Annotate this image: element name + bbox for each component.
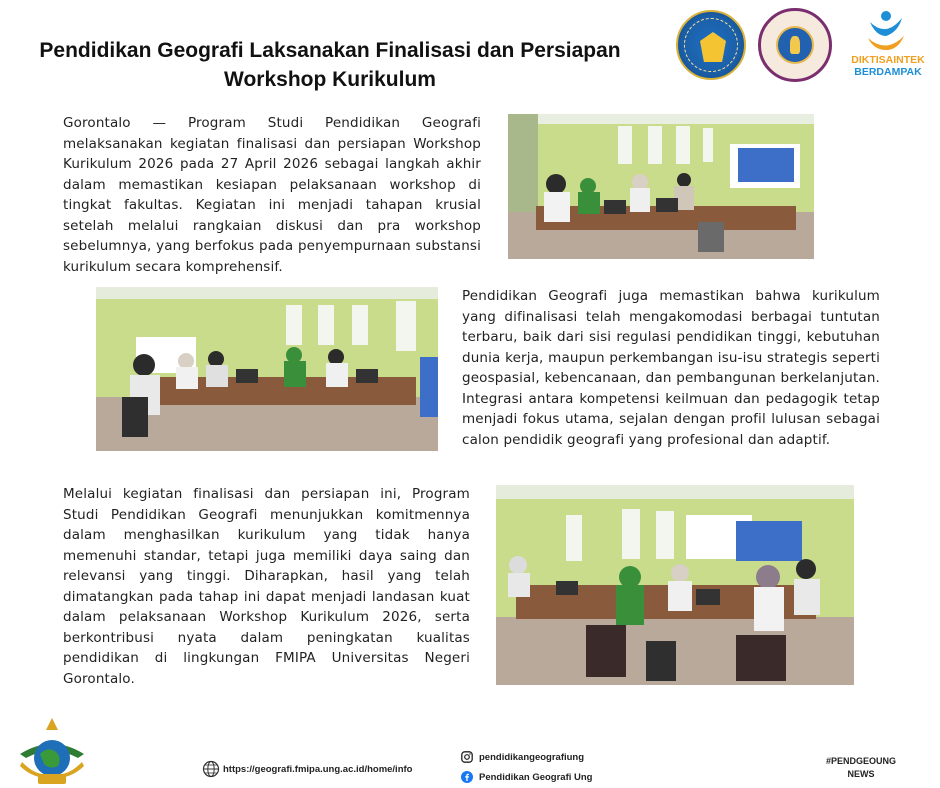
facebook-page: Pendidikan Geografi Ung [479,771,593,783]
diktisaintek-mark-icon [864,8,908,52]
pendgeo-ung-logo [14,716,90,788]
workshop-photo-1 [508,114,814,259]
globe-icon [202,760,220,778]
header-logos [674,6,934,86]
article-title [20,36,640,94]
university-seal-logo [758,8,832,82]
facebook-icon [461,771,473,783]
website-link[interactable] [202,760,412,778]
instagram-handle: pendidikangeografiung [479,751,585,763]
hashtag-line1: #PENDGEOUNG [825,756,896,766]
workshop-photo-3 [496,485,854,685]
paragraph-conclusion: Melalui kegiatan finalisasi dan persiapan ini, Program Studi Pendidikan Geografi menunjukkan komitmennya dalam menghasilkan kurikulum yang tidak hanya memenuhi standar, tetapi juga memiliki daya saing dan relevansi yang tinggi. Diharapkan, hasil yang telah dimatangkan pada tahap ini dapat menjadi landasan kuat dalam pelaksanaan Workshop Kurikulum 2026, serta berkontribusi nyata dalam peningkatan kualitas pendidikan di lingkungan FMIPA Universitas Negeri Gorontalo. [63,486,470,687]
paragraph-curriculum: Pendidikan Geografi juga memastikan bahwa kurikulum yang difinalisasi telah mengakomodasi berbagai tuntutan terbaru, baik dari sisi regulasi pendidikan tinggi, kebutuhan dunia kerja, maupun perkembangan isu-isu strategis seperti geospasial, kebencanaan, dan pembangunan berkelanjutan. Integrasi antara kompetensi keilmuan dan pedagogik tetap menjadi fokus utama, sejalan dengan profil lulusan sebagai calon pendidik geografi yang profesional dan adaptif. [462,288,880,448]
dikti-line2: BERDAMPAK [854,66,922,78]
instagram-icon [461,751,473,763]
paragraph-intro: Gorontalo — Program Studi Pendidikan Geografi melaksanakan kegiatan finalisasi dan persiapan Workshop Kurikulum 2026 pada 27 April 2026 sebagai langkah akhir dalam memastikan kesiapan pelaksanaan workshop di tingkat fakultas. Kegiatan ini menjadi tahapan krusial setelah melalui rangkaian diskusi dan pra workshop sebelumnya, yang berfokus pada penyempurnaan substansi kurikulum secara komprehensif. [63,115,481,275]
dikti-line1: DIKTISAINTEK [851,54,925,66]
instagram-link[interactable] [461,751,584,763]
website-url: https://geografi.fmipa.ung.ac.id/home/info [223,763,413,775]
workshop-photo-2 [96,287,438,451]
facebook-link[interactable] [461,771,593,783]
diktisaintek-logo [842,8,934,84]
article-title-line1: Pendidikan Geografi Laksanakan Finalisasi dan Persiapan [39,39,621,62]
tut-wuri-handayani-logo [676,10,746,80]
hashtag-badge [818,755,904,781]
hashtag-line2: NEWS [847,769,875,779]
article-title-line2: Workshop Kurikulum [224,68,436,91]
